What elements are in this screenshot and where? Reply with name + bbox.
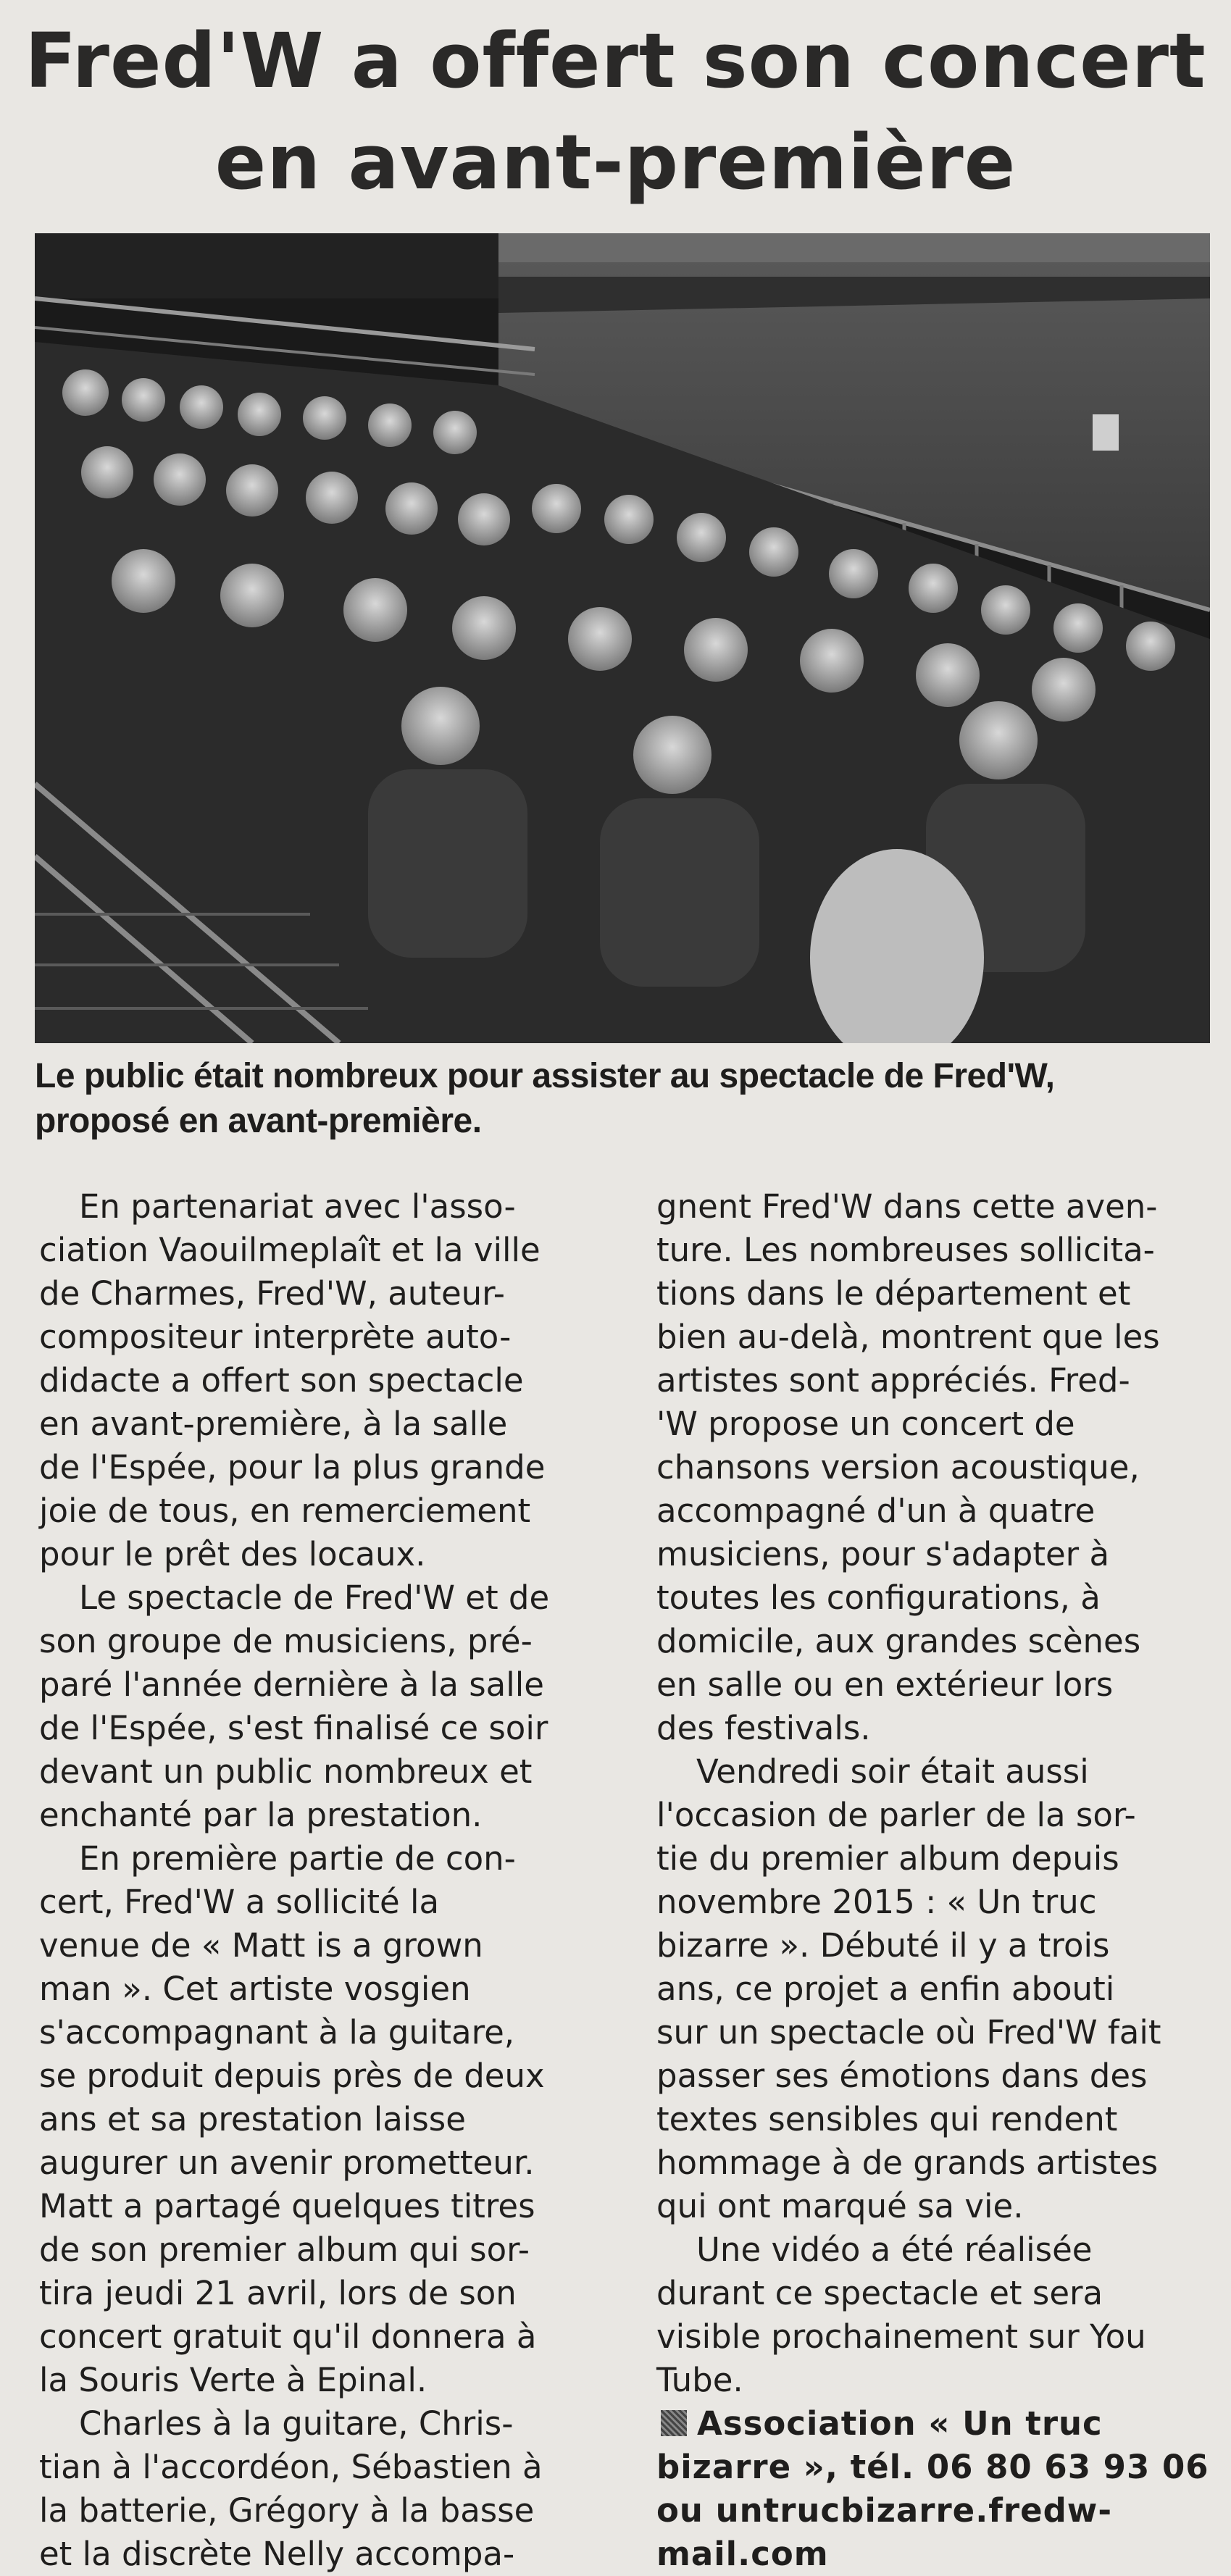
body-line: son groupe de musiciens, pré- — [39, 1622, 533, 1660]
body-line: ans, ce projet a enfin abouti — [656, 1970, 1115, 2008]
body-line: musiciens, pour s'adapter à — [656, 1535, 1110, 1573]
body-line: Tube. — [656, 2361, 743, 2399]
body-line: passer ses émotions dans des — [656, 2057, 1148, 2095]
body-line: toutes les configurations, à — [656, 1578, 1101, 1617]
photo-caption — [35, 1054, 1223, 1144]
body-line: accompagné d'un à quatre — [656, 1492, 1096, 1530]
body-line: ans et sa prestation laisse — [39, 2100, 466, 2138]
body-line: Charles à la guitare, Chris- — [79, 2404, 514, 2443]
body-line: enchanté par la prestation. — [39, 1796, 483, 1834]
body-line: chansons version acoustique, — [656, 1448, 1140, 1486]
body-line: cert, Fred'W a sollicité la — [39, 1883, 440, 1921]
body-line: pour le prêt des locaux. — [39, 1535, 426, 1573]
body-line: bien au-delà, montrent que les — [656, 1318, 1160, 1356]
headline-line-1: Fred'W a offert son concert — [25, 17, 1206, 105]
body-line: Une vidéo a été réalisée — [696, 2230, 1093, 2269]
body-line: de l'Espée, pour la plus grande — [39, 1448, 546, 1486]
body-line: compositeur interprète auto- — [39, 1318, 512, 1356]
body-line: artistes sont appréciés. Fred- — [656, 1361, 1130, 1400]
body-line: Le spectacle de Fred'W et de — [79, 1578, 550, 1617]
body-line: en avant-première, à la salle — [39, 1405, 508, 1443]
body-line: qui ont marqué sa vie. — [656, 2187, 1024, 2225]
body-line: devant un public nombreux et — [39, 1752, 533, 1791]
body-line: tie du premier album depuis — [656, 1839, 1119, 1878]
body-line: ture. Les nombreuses sollicita- — [656, 1231, 1155, 1269]
body-line: et la discrète Nelly accompa- — [39, 2535, 515, 2573]
audience-photo — [35, 233, 1210, 1043]
body-line: 'W propose un concert de — [656, 1405, 1075, 1443]
body-line: En première partie de con- — [79, 1839, 516, 1878]
body-line: de Charmes, Fred'W, auteur- — [39, 1274, 506, 1313]
body-line: joie de tous, en remerciement — [39, 1492, 531, 1530]
body-line: tira jeudi 21 avril, lors de son — [39, 2274, 517, 2312]
article-column-2 — [656, 1185, 1222, 2576]
body-line: venue de « Matt is a grown — [39, 1926, 483, 1965]
headline-line-2: en avant-première — [214, 118, 1017, 206]
body-line: ciation Vaouilmeplaît et la ville — [39, 1231, 541, 1269]
body-line: novembre 2015 : « Un truc — [656, 1883, 1097, 1921]
body-line: tian à l'accordéon, Sébastien à — [39, 2448, 543, 2486]
caption-line-2: proposé en avant-première. — [35, 1102, 482, 1140]
body-line: l'occasion de parler de la sor- — [656, 1796, 1136, 1834]
contact-block — [656, 2402, 1222, 2576]
body-line: didacte a offert son spectacle — [39, 1361, 524, 1400]
body-line: En partenariat avec l'asso- — [79, 1187, 516, 1226]
body-line: visible prochainement sur You — [656, 2317, 1146, 2356]
body-line: paré l'année dernière à la salle — [39, 1665, 544, 1704]
body-line: textes sensibles qui rendent — [656, 2100, 1118, 2138]
contact-line-3: ou untrucbizarre.fredw- — [656, 2491, 1113, 2530]
article-headline — [0, 10, 1231, 213]
body-line: augurer un avenir prometteur. — [39, 2144, 535, 2182]
body-line: de son premier album qui sor- — [39, 2230, 530, 2269]
body-line: durant ce spectacle et sera — [656, 2274, 1103, 2312]
contact-line-2: bizarre », tél. 06 80 63 93 06 — [656, 2448, 1209, 2486]
body-line: hommage à de grands artistes — [656, 2144, 1159, 2182]
article-column-1 — [39, 1185, 612, 2576]
body-line: bizarre ». Débuté il y a trois — [656, 1926, 1110, 1965]
contact-line-1-text: Association « Un truc — [697, 2404, 1103, 2443]
body-line: la Souris Verte à Epinal. — [39, 2361, 427, 2399]
contact-line-1 — [656, 2402, 1222, 2446]
body-line: concert gratuit qu'il donnera à — [39, 2317, 537, 2356]
body-line: sur un spectacle où Fred'W fait — [656, 2013, 1161, 2052]
body-line: Matt a partagé quelques titres — [39, 2187, 535, 2225]
body-line: domicile, aux grandes scènes — [656, 1622, 1141, 1660]
body-line: tions dans le département et — [656, 1274, 1131, 1313]
contact-line-4: mail.com — [656, 2535, 829, 2573]
body-line: en salle ou en extérieur lors — [656, 1665, 1114, 1704]
caption-line-1: Le public était nombreux pour assister au spectacle de Fred'W, — [35, 1057, 1055, 1095]
body-line: la batterie, Grégory à la basse — [39, 2491, 535, 2530]
body-line: s'accompagnant à la guitare, — [39, 2013, 515, 2052]
body-line: Vendredi soir était aussi — [696, 1752, 1089, 1791]
body-line: se produit depuis près de deux — [39, 2057, 545, 2095]
body-line: des festivals. — [656, 1709, 871, 1747]
square-bullet-icon — [661, 2410, 687, 2436]
body-line: man ». Cet artiste vosgien — [39, 1970, 471, 2008]
body-line: gnent Fred'W dans cette aven- — [656, 1187, 1158, 1226]
body-line: de l'Espée, s'est finalisé ce soir — [39, 1709, 548, 1747]
